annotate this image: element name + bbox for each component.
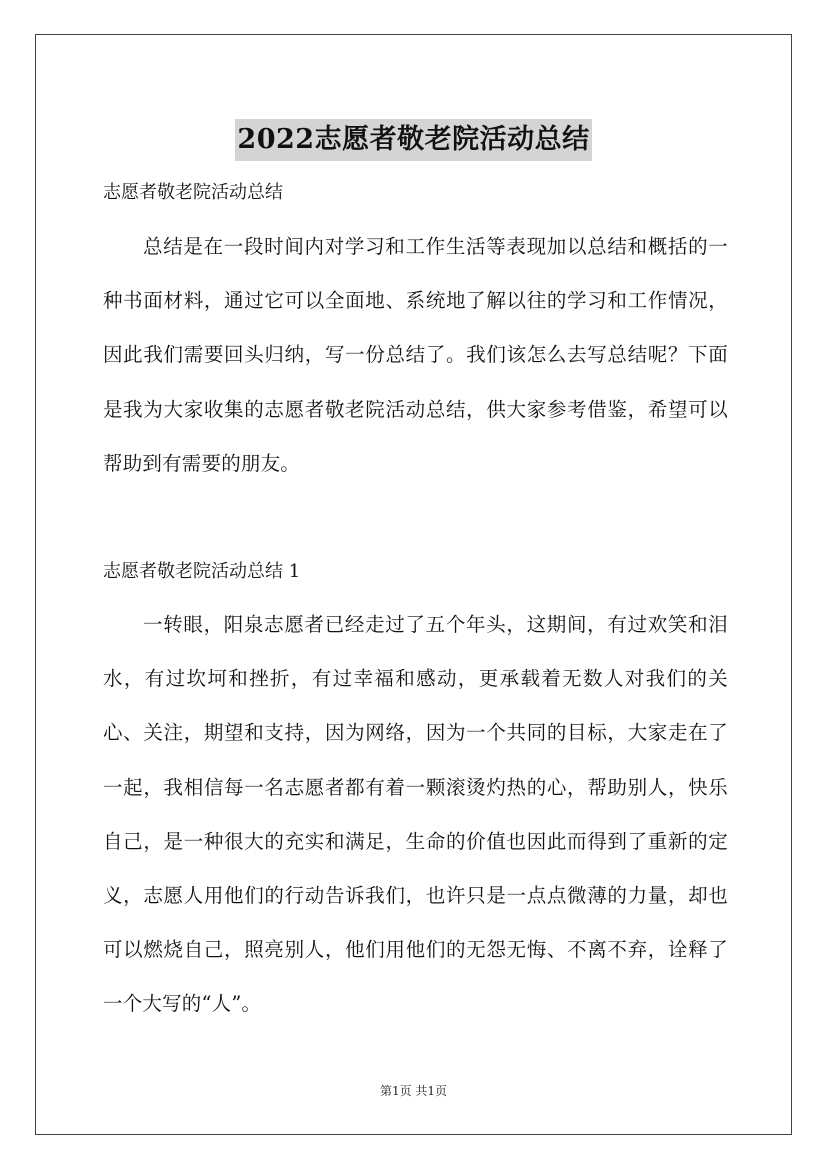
section-1-paragraph: 一转眼，阳泉志愿者已经走过了五个年头，这期间，有过欢笑和泪水，有过坎坷和挫折，有过幸福和感动，更承载着无数人对我们的关心、关注，期望和支持，因为网络，因为一个共同的目标，大家走在了一起，我相信每一名志愿者都有着一颗滚烫灼热的心，帮助别人，快乐自己，是一种很大的充实和满足，生命的价值也因此而得到了重新的定义，志愿人用他们的行动告诉我们，也许只是一点点微薄的力量，却也可以燃烧自己，照亮别人，他们用他们的无怨无悔、不离不弃，诠释了一个大写的“人”。 [103,613,728,1016]
section-1-heading: 志愿者敬老院活动总结 1 [103,561,301,582]
document-title: 2022志愿者敬老院活动总结 [235,119,591,161]
page-number-footer: 第1页 共1页 [379,1084,448,1098]
title-container [0,101,827,179]
document-subtitle: 志愿者敬老院活动总结 [103,182,283,203]
intro-paragraph: 总结是在一段时间内对学习和工作生活等表现加以总结和概括的一种书面材料，通过它可以全面地、系统地了解以往的学习和工作情况，因此我们需要回头归纳，写一份总结了。我们该怎么去写总结呢？下面是我为大家收集的志愿者敬老院活动总结，供大家参考借鉴，希望可以帮助到有需要的朋友。 [103,235,728,475]
